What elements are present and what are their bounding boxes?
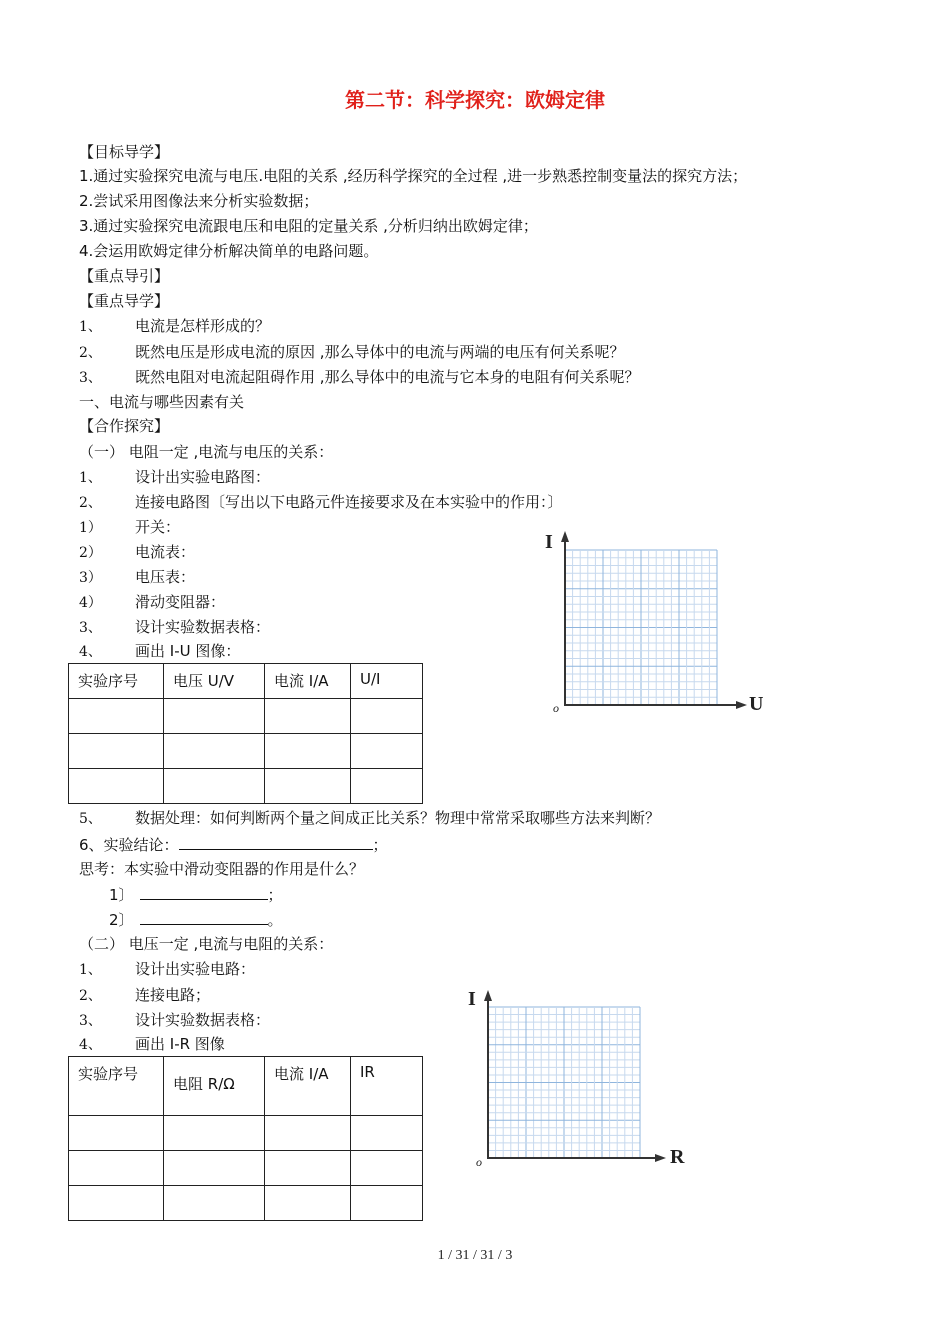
page-footer: 1 / 31 / 31 / 3 [437, 1248, 513, 1263]
sub1-step [79, 542, 195, 562]
conclusion-label: 6、实验结论： [79, 836, 179, 854]
table-header-row [69, 664, 423, 699]
think-blank-1[interactable] [140, 884, 268, 900]
table-cell[interactable] [265, 734, 351, 769]
iu-data-table [68, 663, 423, 804]
section-key-guide-heading: 【重点导引】 [79, 267, 170, 285]
x-axis-label: U [749, 693, 764, 715]
graph-grid [488, 1007, 640, 1158]
sub1-step [79, 517, 180, 537]
origin-label: o [476, 1155, 482, 1169]
y-axis-label: I [545, 531, 553, 553]
step-text: 电压表： [135, 568, 196, 586]
part1-heading: 一、电流与哪些因素有关 [79, 393, 245, 411]
table-row [69, 769, 423, 804]
conclusion-end: ； [372, 836, 388, 854]
sub2-step [79, 1034, 225, 1054]
think-label: 2〕 [109, 911, 134, 929]
y-axis-arrow [484, 990, 492, 1001]
table-cell[interactable] [351, 1186, 423, 1221]
y-axis-arrow [561, 531, 569, 542]
sub1-step5 [79, 808, 660, 828]
table-header-cell: 电阻 R/Ω [164, 1057, 265, 1116]
step-text: 设计出实验电路图： [135, 468, 271, 486]
conclusion-blank[interactable] [179, 834, 373, 850]
x-axis-arrow [736, 701, 747, 709]
table-row [69, 1186, 423, 1221]
step-text: 连接电路； [135, 986, 211, 1004]
question-number: 3、 [79, 370, 102, 386]
ir-graph [466, 985, 688, 1170]
think-end: 。 [267, 911, 283, 929]
ir-data-table [68, 1056, 423, 1221]
think-label: 1〕 [109, 886, 134, 904]
step-number: 5、 [79, 811, 102, 827]
step-number: 1、 [79, 470, 102, 486]
section-key-learn-heading: 【重点导学】 [79, 292, 170, 310]
think-question: 思考：本实验中滑动变阻器的作用是什么？ [79, 860, 365, 878]
table-cell[interactable] [69, 1151, 164, 1186]
sub1-heading: （一） 电阻一定 ,电流与电压的关系： [79, 443, 334, 461]
step-number: 3、 [79, 620, 102, 636]
table-cell[interactable] [164, 1116, 265, 1151]
step-number: 1、 [79, 962, 102, 978]
table-row [69, 734, 423, 769]
table-cell[interactable] [164, 734, 265, 769]
table-header-cell: 实验序号 [69, 1057, 164, 1116]
step-number: 4、 [79, 644, 102, 660]
page-title: 第二节：科学探究：欧姆定律 [345, 88, 605, 112]
step-number: 2、 [79, 988, 102, 1004]
conclusion-line [79, 834, 388, 854]
sub2-step [79, 985, 210, 1005]
step-text: 画出 I-U 图像： [135, 642, 241, 660]
step-text: 电流表： [135, 543, 196, 561]
step-text: 设计出实验电路： [135, 960, 256, 978]
question-item-2 [79, 342, 625, 362]
step-number: 3） [79, 570, 102, 586]
sub1-step [79, 617, 270, 637]
table-cell[interactable] [69, 699, 164, 734]
sub1-step [79, 592, 225, 612]
step-number: 2、 [79, 495, 102, 511]
table-cell[interactable] [265, 1116, 351, 1151]
question-text: 电流是怎样形成的？ [135, 317, 271, 335]
table-header-cell: 电压 U/V [164, 664, 265, 699]
question-item-1 [79, 316, 270, 336]
step-number: 3、 [79, 1013, 102, 1029]
coop-heading: 【合作探究】 [79, 417, 170, 435]
think-end: ； [267, 886, 283, 904]
question-text: 既然电压是形成电流的原因 ,那么导体中的电流与两端的电压有何关系呢？ [135, 343, 625, 361]
step-number: 2） [79, 545, 102, 561]
goal-item-1: 1.通过实验探究电流与电压.电阻的关系 ,经历科学探究的全过程 ,进一步熟悉控制变量法的探究方法； [79, 167, 748, 185]
step-text: 数据处理：如何判断两个量之间成正比关系？物理中常常采取哪些方法来判断？ [135, 809, 661, 827]
step-text: 设计实验数据表格： [135, 618, 271, 636]
sub2-heading: （二） 电压一定 ,电流与电阻的关系： [79, 935, 334, 953]
sub1-step [79, 492, 563, 512]
table-cell[interactable] [164, 769, 265, 804]
section-goal-heading: 【目标导学】 [79, 143, 170, 161]
step-number: 4） [79, 595, 102, 611]
table-cell[interactable] [69, 734, 164, 769]
table-cell[interactable] [69, 1186, 164, 1221]
table-row [69, 1151, 423, 1186]
sub2-step [79, 959, 255, 979]
table-header-cell: 实验序号 [69, 664, 164, 699]
graph-grid [565, 550, 717, 705]
table-header-row [69, 1057, 423, 1116]
step-text: 设计实验数据表格： [135, 1011, 271, 1029]
table-cell[interactable] [164, 1186, 265, 1221]
origin-label: o [553, 701, 559, 715]
table-cell[interactable] [351, 1151, 423, 1186]
sub1-step [79, 567, 195, 587]
sub1-step [79, 467, 270, 487]
table-cell[interactable] [351, 769, 423, 804]
table-cell[interactable] [69, 769, 164, 804]
table-cell[interactable] [164, 699, 265, 734]
table-cell[interactable] [351, 734, 423, 769]
table-cell[interactable] [69, 1116, 164, 1151]
question-item-3 [79, 367, 640, 387]
think-answer-2 [109, 909, 283, 929]
step-text: 画出 I-R 图像 [135, 1035, 225, 1053]
table-header-cell: IR [351, 1057, 423, 1116]
table-header-cell: 电流 I/A [265, 1057, 351, 1116]
step-text: 滑动变阻器： [135, 593, 226, 611]
sub2-step [79, 1010, 270, 1030]
table-cell[interactable] [351, 699, 423, 734]
table-cell[interactable] [164, 1151, 265, 1186]
table-header-cell: 电流 I/A [265, 664, 351, 699]
sub1-step [79, 641, 240, 661]
step-number: 4、 [79, 1037, 102, 1053]
x-axis-arrow [655, 1154, 666, 1162]
iu-graph [545, 528, 775, 720]
y-axis-label: I [468, 988, 476, 1010]
step-number: 1） [79, 520, 102, 536]
table-header-cell: U/I [351, 664, 423, 699]
step-text: 开关： [135, 518, 181, 536]
goal-item-2: 2.尝试采用图像法来分析实验数据； [79, 192, 319, 210]
table-cell[interactable] [265, 699, 351, 734]
table-cell[interactable] [351, 1116, 423, 1151]
table-cell[interactable] [265, 1186, 351, 1221]
table-row [69, 699, 423, 734]
question-text: 既然电阻对电流起阻碍作用 ,那么导体中的电流与它本身的电阻有何关系呢？ [135, 368, 640, 386]
table-cell[interactable] [265, 1151, 351, 1186]
goal-item-4: 4.会运用欧姆定律分析解决简单的电路问题。 [79, 242, 379, 260]
goal-item-3: 3.通过实验探究电流跟电压和电阻的定量关系 ,分析归纳出欧姆定律； [79, 217, 538, 235]
step-text: 连接电路图〔写出以下电路元件连接要求及在本实验中的作用：〕 [135, 493, 563, 511]
x-axis-label: R [670, 1146, 685, 1168]
table-row [69, 1116, 423, 1151]
think-blank-2[interactable] [140, 909, 268, 925]
question-number: 1、 [79, 319, 102, 335]
question-number: 2、 [79, 345, 102, 361]
table-cell[interactable] [265, 769, 351, 804]
think-answer-1 [109, 884, 283, 904]
